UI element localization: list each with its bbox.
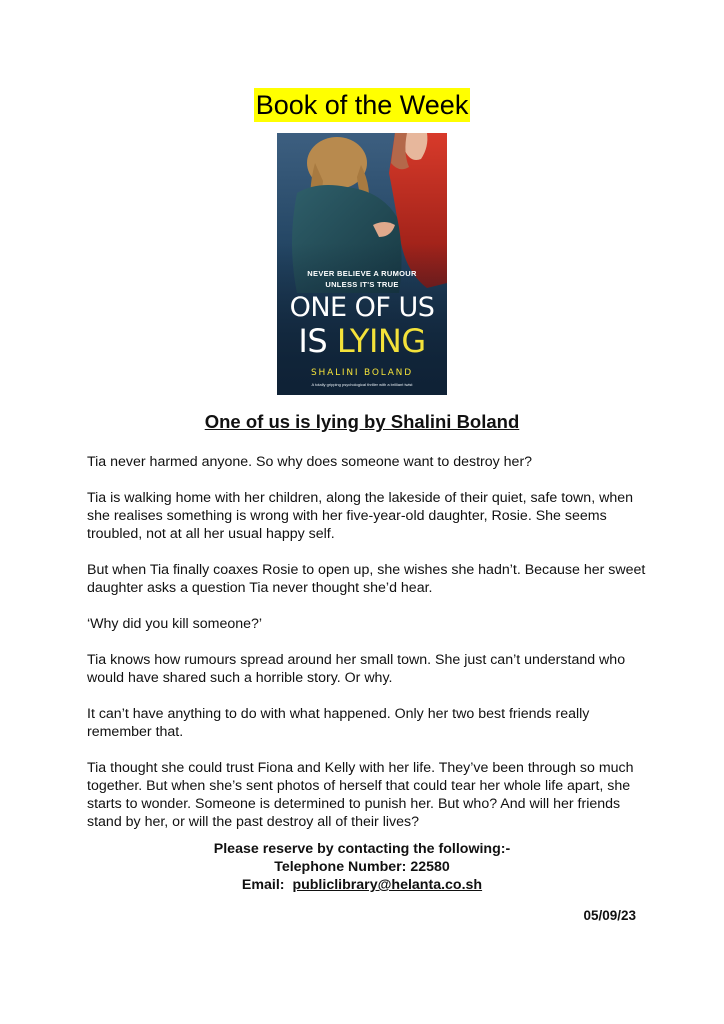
email-label: Email: bbox=[241, 877, 285, 893]
contact-instruction: Please reserve by contacting the following:- bbox=[213, 841, 511, 857]
page-title: Book of the Week bbox=[255, 90, 469, 120]
description-paragraph: ‘Why did you kill someone?’ bbox=[87, 616, 263, 632]
description-paragraph: Tia never harmed anyone. So why does someone want to destroy her? bbox=[87, 454, 533, 470]
cover-tagline bbox=[277, 268, 447, 290]
cover-tagline-line2: UNLESS IT'S TRUE bbox=[325, 280, 399, 289]
cover-author: SHALINI BOLAND bbox=[311, 368, 413, 378]
book-description bbox=[87, 453, 647, 849]
book-cover bbox=[277, 133, 447, 395]
cover-title-line2 bbox=[277, 323, 447, 359]
cover-title-highlight: LYING bbox=[336, 322, 426, 360]
email-line bbox=[0, 876, 724, 894]
book-title-heading: One of us is lying by Shalini Boland bbox=[204, 411, 520, 432]
contact-block bbox=[0, 840, 724, 894]
cover-tagline-line1: NEVER BELIEVE A RUMOUR bbox=[307, 269, 417, 278]
description-paragraph: But when Tia finally coaxes Rosie to open up, she wishes she hadn’t. Because her sweet daughter asks a question Tia never thought she’d hear. bbox=[87, 562, 646, 596]
telephone-number: Telephone Number: 22580 bbox=[274, 859, 450, 875]
description-paragraph: Tia knows how rumours spread around her small town. She just can’t understand who would have shared such a horrible story. Or why. bbox=[87, 652, 626, 686]
cover-title-prefix: IS bbox=[298, 322, 328, 360]
email-link[interactable]: publiclibrary@helanta.co.sh bbox=[292, 877, 483, 893]
description-paragraph: Tia is walking home with her children, along the lakeside of their quiet, safe town, when she realises something is wrong with her five-year-old daughter, Rosie. She seems troubled, not at all her usual happy self. bbox=[87, 490, 633, 542]
description-paragraph: It can’t have anything to do with what happened. Only her two best friends really remember that. bbox=[87, 706, 590, 740]
cover-title-line1: ONE OF US bbox=[289, 292, 435, 323]
heading-wrap bbox=[0, 88, 724, 122]
date: 05/09/23 bbox=[583, 908, 636, 923]
description-paragraph: Tia thought she could trust Fiona and Kelly with her life. They’ve been through so much together. But when she’s sent photos of herself that could tear her whole life apart, she starts to wonder. Someone is determined to punish her. But who? And will her friends stand by her, or will the past destroy all of their lives? bbox=[87, 760, 634, 830]
cover-blurb: A totally gripping psychological thriller with a brilliant twist bbox=[311, 382, 413, 387]
